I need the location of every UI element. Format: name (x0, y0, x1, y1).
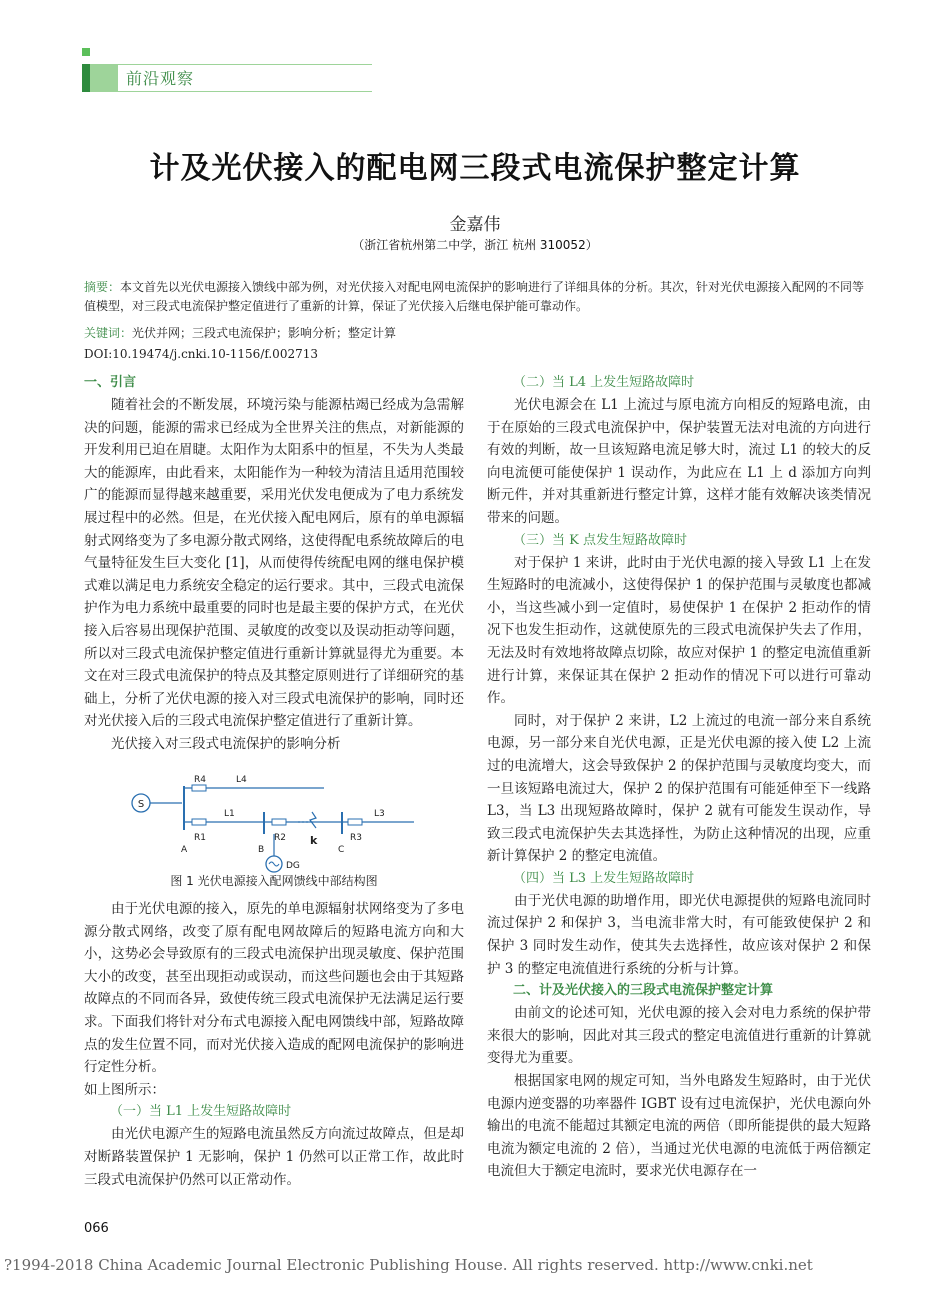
heading-section-2: 二、计及光伏接入的三段式电流保护整定计算 (513, 983, 774, 999)
abstract-label: 摘要： (84, 280, 121, 294)
page-title: 计及光伏接入的配电网三段式电流保护整定计算 (149, 151, 801, 186)
abstract-text: 本文首先以光伏电源接入馈线中部为例，对光伏接入对配电网电流保护的影响进行了详细具体的分析。其次，针对光伏电源接入配网的不同等值模型，对三段式电流保护整定值进行了重新的计算，保证了光伏接入后继电保护能可靠动作。 (84, 280, 865, 313)
header-accent-block (90, 64, 118, 92)
header-rule-top (118, 64, 372, 65)
paragraph: 由于光伏电源的助增作用，即光伏电源提供的短路电流同时流过保护 2 和保护 3，当电流非常大时，有可能致使保护 2 和保护 3 同时发生动作，使其失去选择性，故应该对保护 2 和保护 3 的整定电流值进行系统的分析与计算。 (487, 892, 871, 977)
fault-marker (310, 812, 316, 828)
paragraph: 随着社会的不断发展，环境污染与能源枯竭已经成为急需解决的问题，能源的需求已经成为全世界关注的焦点，对新能源的开发利用已迫在眉睫。太阳作为太阳系中的恒星，不失为人类最大的能源库，由此看来，太阳能作为一种较为清洁且适用范围较广的能源而显得越来越重要，采用光伏发电便成为了电力系统发展过程中的必然。但是，在光伏接入配电网后，原有的单电源辐射式网络变为了多电源分散式网络，这使得配电系统故障后的电气量特征发生巨大变化 [1]，从而使得传统配电网的继电保护模式难以满足电力系统安全稳定的运行要求。其中，三段式电流保护作为电力系统中最重要的同时也是最主要的保护方式，在光伏接入后容易出现保护范围、灵敏度的改变以及误动拒动等问题，所以对三段式电流保护整定值进行重新计算就显得尤为重要。本文在对三段式电流保护的特点及其整定原则进行了详细研究的基础上，分析了光伏电源的接入对三段式电流保护的影响，同时还对光伏接入后的三段式电流保护整定值进行了重新计算。 (84, 397, 464, 730)
page-number: 066 (84, 1221, 109, 1236)
keywords-text: 光伏并网；三段式电流保护；影响分析；整定计算 (132, 326, 397, 340)
paragraph: 对于保护 1 来讲，此时由于光伏电源的接入导致 L1 上在发生短路时的电流减小，这使得保护 1 的保护范围与灵敏度也都减小，当这些减小到一定值时，易使保护 1 在保护 2 拒动作的情况下也发生拒动作，这就使原先的三段式电流保护失去了作用，无法及时有效地将故障点切除，故应对保护 1 的整定电流值重新进行计算，来保证其在保护 2 拒动作的情况下可以进行可靠动作。 (487, 554, 871, 707)
paragraph: 由前文的论述可知，光伏电源的接入会对电力系统的保护带来很大的影响，因此对其三段式的整定电流值进行重新的计算就变得尤为重要。 (487, 1005, 871, 1067)
heading-l4-fault: （二）当 L4 上发生短路故障时 (513, 375, 695, 390)
header-accent-square (82, 48, 90, 56)
doi: DOI:10.19474/j.cnki.10-1156/f.002713 (84, 347, 318, 361)
paragraph: 光伏接入对三段式电流保护的影响分析 (111, 735, 341, 752)
circuit-diagram (84, 768, 464, 874)
figure-caption: 图 1 光伏电源接入配网馈线中部结构图 (170, 873, 378, 888)
r1-label: R1 (194, 832, 206, 843)
heading-l3-fault: （四）当 L3 上发生短路故障时 (513, 870, 695, 886)
keywords-label: 关键词： (84, 326, 133, 340)
header-rule-bottom (118, 91, 372, 92)
bus-a-label: A (181, 844, 188, 855)
dg-label: DG (286, 860, 300, 871)
r2-label: R2 (274, 832, 286, 843)
heading-k-fault: （三）当 K 点发生短路故障时 (513, 532, 687, 548)
l1-label: L1 (224, 808, 235, 819)
affiliation: （浙江省杭州第二中学，浙江 杭州 310052） (352, 238, 598, 252)
paragraph: 根据国家电网的规定可知，当外电路发生短路时，由于光伏电源内逆变器的功率器件 IGBT 设有过电流保护，光伏电源向外输出的电流不能超过其额定电流的两倍（即所能提供的最大短路电流为额定电流的 2 倍），当通过光伏电源的电流低于两倍额定电流但大于额定电流时，要求光伏电源存在一 (487, 1073, 871, 1180)
section-label: 前沿观察 (126, 69, 195, 88)
r3-label: R3 (350, 832, 362, 843)
copyright-footer: ?1994-2018 China Academic Journal Electronic Publishing House. All rights reserved. http://www.cnki.net (4, 1256, 813, 1274)
paragraph: 光伏电源会在 L1 上流过与原电流方向相反的短路电流，由于在原始的三段式电流保护中，保护装置无法对电流的方向进行有效的判断，故一旦该短路电流足够大时，流过 L1 的较大的反向电流便可能使保护 1 误动作，为此应在 L1 上 d 添加方向判断元件，并对其重新进行整定计算，这样才能有效解决该类情况带来的问题。 (487, 397, 871, 526)
header-accent-bar (82, 64, 90, 92)
l3-label: L3 (374, 808, 385, 819)
source-label: S (137, 798, 145, 810)
bus-c-label: C (338, 844, 345, 855)
bus-b-label: B (258, 844, 265, 855)
r4-label: R4 (194, 774, 206, 785)
paragraph-tail: 如上图所示： (84, 1081, 165, 1098)
abstract (84, 278, 874, 316)
paragraph: 同时，对于保护 2 来讲，L2 上流过的电流一部分来自系统电源，另一部分来自光伏电源，正是光伏电源的接入使 L2 上流过的电流增大，这会导致保护 2 的保护范围与灵敏度均变大，而一旦该短路电流过大，保护 2 的保护范围有可能延伸至下一线路 L3，当 L3 出现短路故障时，保护 2 就有可能发生误动作，导致三段式电流保护失去其选择性，为防止这种情况的出现，应重新计算保护 2 的整定电流值。 (487, 712, 871, 865)
author: 金嘉伟 (449, 215, 501, 235)
left-column (84, 372, 464, 1191)
section-header (82, 48, 372, 92)
l4-label: L4 (236, 774, 247, 785)
right-column (487, 372, 871, 1183)
heading-l1-fault: （一）当 L1 上发生短路故障时 (110, 1104, 292, 1120)
fault-k-label: k (310, 833, 318, 847)
paragraph: 由光伏电源产生的短路电流虽然反方向流过故障点，但是却对断路装置保护 1 无影响，保护 1 仍然可以正常工作，故此时三段式电流保护仍然可以正常动作。 (84, 1126, 464, 1188)
heading-introduction: 一、引言 (84, 375, 137, 390)
keywords (84, 324, 874, 341)
paragraph: 由于光伏电源的接入，原先的单电源辐射状网络变为了多电源分散式网络，改变了原有配电网故障后的短路电流方向和大小，这势必会导致原有的三段式电流保护出现灵敏度、保护范围大小的改变，甚至出现拒动或误动，而这些问题也会由于其短路故障点的不同而各异，致使传统三段式电流保护无法满足运行要求。下面我们将针对分布式电源接入配电网馈线中部，短路故障点的发生位置不同，而对光伏接入造成的配网电流保护的影响进行定性分析。 (84, 901, 464, 1076)
figure-circuit (84, 768, 464, 871)
